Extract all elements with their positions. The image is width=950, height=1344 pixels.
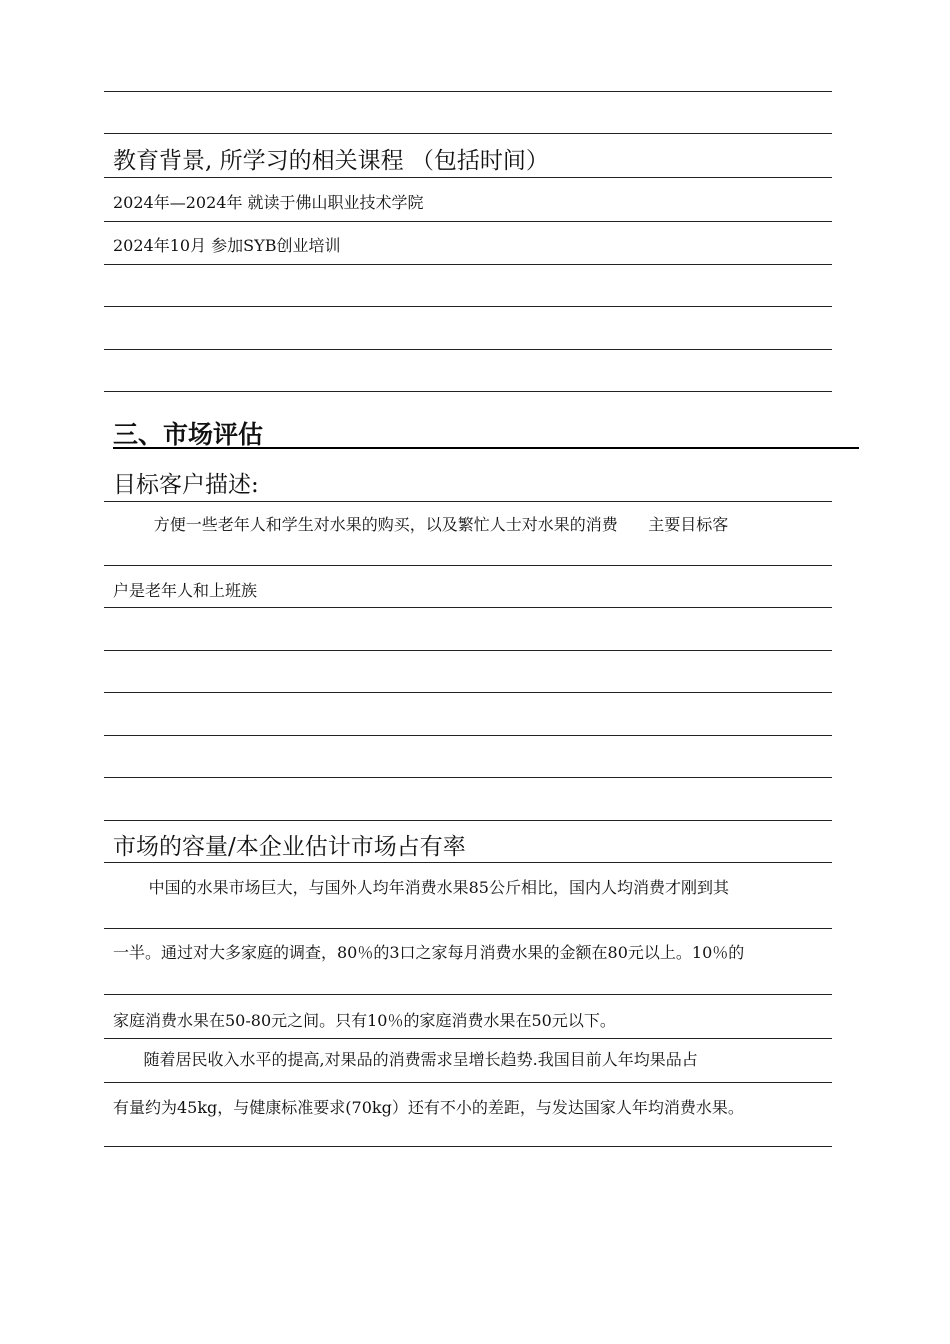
education-line-1: 2024年—2024年 就读于佛山职业技术学院	[113, 193, 424, 212]
market-paragraph-3: 家庭消费水果在50-80元之间。只有10％的家庭消费水果在50元以下。	[113, 1011, 616, 1030]
rule-line	[104, 994, 832, 995]
education-heading: 教育背景, 所学习的相关课程 （包括时间）	[113, 148, 549, 174]
rule-line	[104, 928, 832, 929]
rule-line	[104, 91, 832, 92]
rule-line	[104, 777, 832, 778]
rule-line	[104, 650, 832, 651]
rule-line	[104, 607, 832, 608]
education-line-2: 2024年10月 参加SYB创业培训	[113, 236, 341, 255]
rule-line	[104, 306, 832, 307]
rule-line	[104, 177, 832, 178]
target-line-1: 方便一些老年人和学生对水果的购买，以及繁忙人士对水果的消费 主要目标客	[113, 515, 729, 534]
rule-line	[104, 349, 832, 350]
market-paragraph-5: 有量约为45kg，与健康标准要求(70kg）还有不小的差距，与发达国家人年均消费水果。	[113, 1098, 744, 1117]
market-paragraph-2: 一半。通过对大多家庭的调查，80％的3口之家每月消费水果的金额在80元以上。10％的	[113, 943, 745, 962]
rule-line	[104, 501, 832, 502]
rule-line	[104, 391, 832, 392]
rule-line	[104, 820, 832, 821]
market-heading: 市场的容量/本企业估计市场占有率	[113, 834, 466, 860]
rule-line	[104, 1146, 832, 1147]
rule-line	[104, 133, 832, 134]
rule-line	[104, 565, 832, 566]
rule-line	[104, 862, 832, 863]
rule-line	[104, 692, 832, 693]
target-heading: 目标客户描述:	[113, 472, 259, 498]
rule-line	[104, 1038, 832, 1039]
rule-line	[104, 735, 832, 736]
section-title: 三、市场评估	[113, 420, 264, 449]
market-paragraph-4: 随着居民收入水平的提高,对果品的消费需求呈增长趋势.我国目前人年均果品占	[113, 1050, 698, 1069]
section-title-underline	[113, 447, 859, 449]
rule-line	[104, 1082, 832, 1083]
rule-line	[104, 221, 832, 222]
market-paragraph-1: 中国的水果市场巨大，与国外人均年消费水果85公斤相比，国内人均消费才刚到其	[113, 878, 729, 897]
target-line-2: 户是老年人和上班族	[113, 581, 258, 600]
rule-line	[104, 264, 832, 265]
